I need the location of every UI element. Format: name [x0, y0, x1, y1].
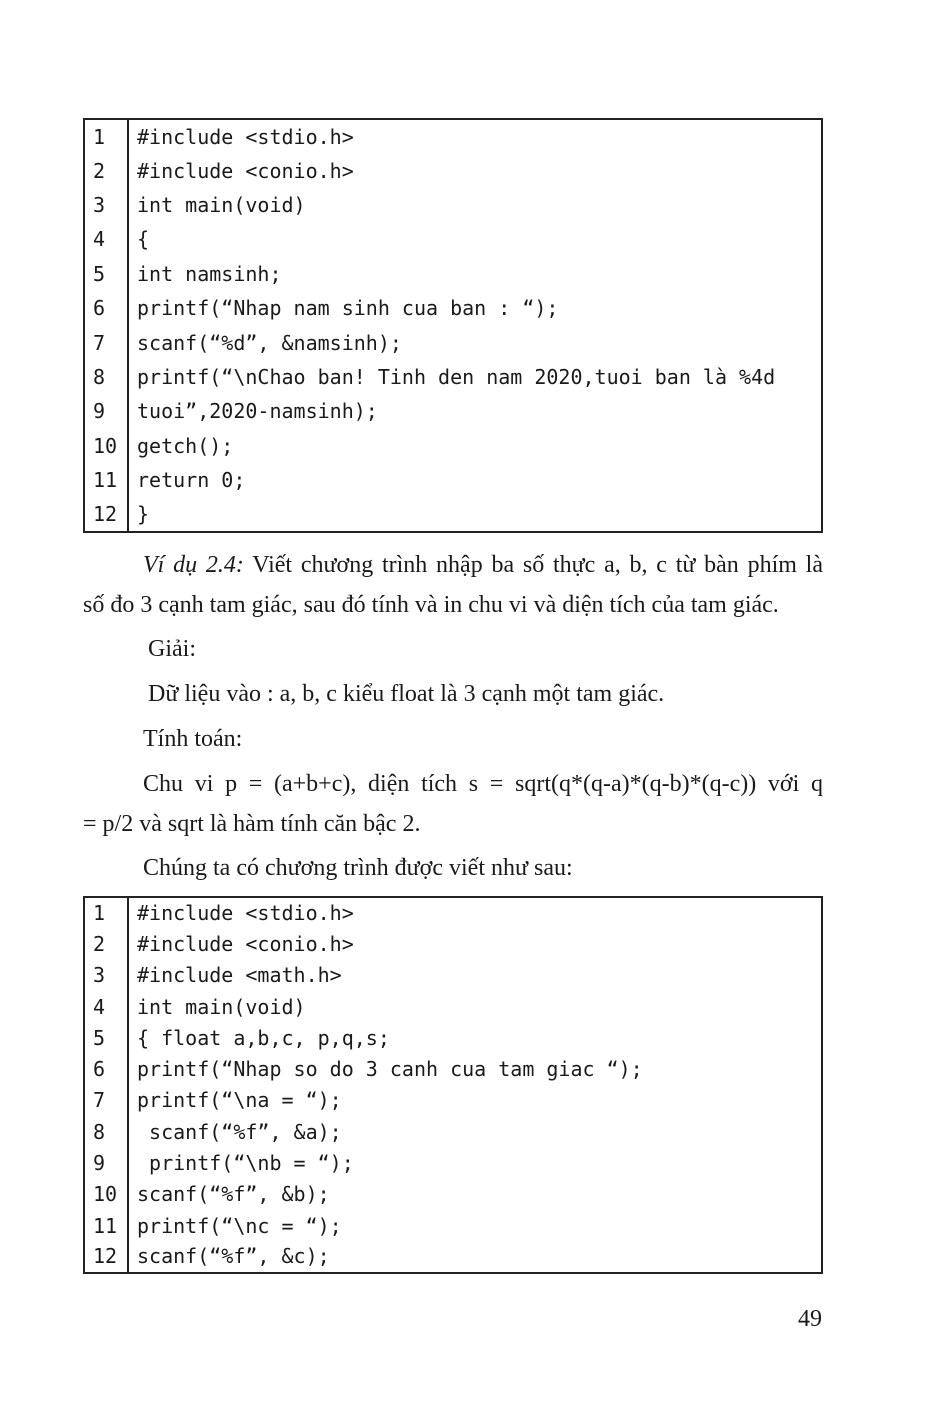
code-text: printf(“Nhap so do 3 canh cua tam giac “); — [137, 1057, 643, 1082]
line-number: 11 — [84, 463, 128, 497]
code-text: { — [137, 227, 150, 252]
code-text: printf(“\nb = “); — [137, 1151, 354, 1176]
line-number: 3 — [84, 188, 128, 222]
code-line — [84, 497, 822, 531]
line-number: 1 — [84, 897, 128, 928]
formula-line-1: Chu vi p = (a+b+c), diện tích s = sqrt(q*(q-a)*(q-b)*(q-c)) với q — [143, 771, 823, 797]
example-label: Ví dụ 2.4: — [143, 552, 244, 578]
code-listing-1 — [83, 118, 823, 533]
code-line — [84, 1053, 822, 1084]
code-line — [84, 960, 822, 991]
line-number: 4 — [84, 991, 128, 1022]
code-line — [84, 291, 822, 325]
formula-line-2: = p/2 và sqrt là hàm tính căn bậc 2. — [83, 811, 421, 837]
code-text: #include <stdio.h> — [137, 901, 354, 926]
code-text: tuoi”,2020-namsinh); — [137, 399, 378, 424]
code-text: return 0; — [137, 468, 246, 493]
line-number: 10 — [84, 429, 128, 463]
code-text: scanf(“%f”, &b); — [137, 1182, 330, 1207]
line-number: 1 — [84, 119, 128, 153]
code-line — [84, 463, 822, 497]
page-number: 49 — [798, 1306, 822, 1332]
code-text: #include <math.h> — [137, 963, 342, 988]
code-text: scanf(“%f”, &a); — [137, 1119, 342, 1144]
line-number: 8 — [84, 1116, 128, 1147]
code-text: } — [137, 501, 150, 526]
code-text: scanf(“%d”, &namsinh); — [137, 330, 402, 355]
line-number: 2 — [84, 928, 128, 959]
line-number: 9 — [84, 394, 128, 428]
line-number: 9 — [84, 1147, 128, 1178]
line-number: 7 — [84, 325, 128, 359]
code-line — [84, 257, 822, 291]
code-line — [84, 188, 822, 222]
code-line — [84, 897, 822, 928]
code-text: { float a,b,c, p,q,s; — [137, 1025, 390, 1050]
code-line — [84, 153, 822, 187]
line-number: 6 — [84, 1053, 128, 1084]
solution-label: Giải: — [148, 636, 196, 662]
code-text: scanf(“%f”, &c); — [137, 1244, 330, 1269]
code-line — [84, 1022, 822, 1053]
example-line-2: số đo 3 cạnh tam giác, sau đó tính và in chu vi và diện tích của tam giác. — [83, 592, 779, 618]
code-listing-2 — [83, 896, 823, 1274]
code-line — [84, 1116, 822, 1147]
code-line — [84, 360, 822, 394]
line-number: 6 — [84, 291, 128, 325]
input-description: Dữ liệu vào : a, b, c kiểu float là 3 cạnh một tam giác. — [148, 681, 665, 707]
code-line — [84, 222, 822, 256]
line-number: 5 — [84, 257, 128, 291]
code-line — [84, 991, 822, 1022]
code-line — [84, 429, 822, 463]
line-number: 3 — [84, 960, 128, 991]
code-text: #include <conio.h> — [137, 931, 354, 956]
code-text: int main(void) — [137, 192, 306, 217]
code-line — [84, 1179, 822, 1210]
code-text: #include <stdio.h> — [137, 124, 354, 149]
code-line — [84, 1085, 822, 1116]
line-number: 8 — [84, 360, 128, 394]
code-text: printf(“Nhap nam sinh cua ban : “); — [137, 296, 559, 321]
code-text: #include <conio.h> — [137, 158, 354, 183]
line-number: 7 — [84, 1085, 128, 1116]
code-line — [84, 928, 822, 959]
line-number: 11 — [84, 1210, 128, 1241]
code-line — [84, 1210, 822, 1241]
code-text: getch(); — [137, 433, 234, 458]
code-text: int namsinh; — [137, 261, 282, 286]
compute-label: Tính toán: — [143, 726, 243, 752]
line-number: 5 — [84, 1022, 128, 1053]
code-line — [84, 1147, 822, 1178]
code-text: printf(“\nc = “); — [137, 1213, 342, 1238]
code-line — [84, 325, 822, 359]
line-number: 12 — [84, 497, 128, 531]
code-line — [84, 119, 822, 153]
example-line-1 — [83, 545, 823, 585]
line-number: 10 — [84, 1179, 128, 1210]
line-number: 4 — [84, 222, 128, 256]
line-number: 12 — [84, 1241, 128, 1272]
code-text: printf(“\na = “); — [137, 1088, 342, 1113]
code-line — [84, 394, 822, 428]
code-line — [84, 1241, 822, 1272]
line-number: 2 — [84, 153, 128, 187]
program-intro: Chúng ta có chương trình được viết như sau: — [143, 855, 573, 881]
code-text: printf(“\nChao ban! Tinh den nam 2020,tuoi ban là %4d — [137, 364, 776, 389]
example-text: Viết chương trình nhập ba số thực a, b, c từ bàn phím là — [243, 552, 823, 578]
code-text: int main(void) — [137, 994, 306, 1019]
